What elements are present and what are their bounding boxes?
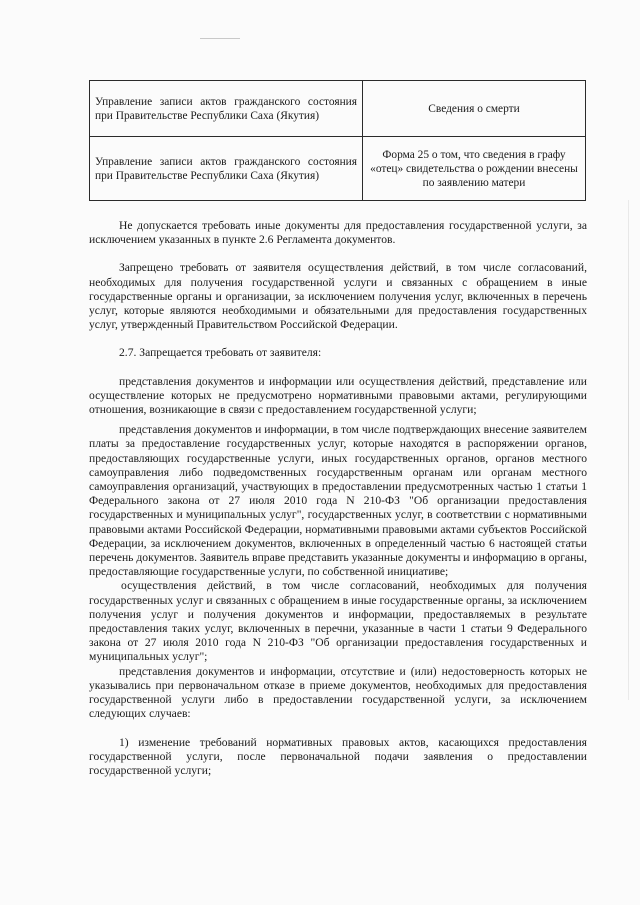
documents-table bbox=[89, 80, 586, 201]
paragraph: представления документов и информации, отсутствие и (или) недостоверность которых не указывались при первоначальном отказе в приеме документов, необходимых для предоставления государственной услуги либо в предоставлении государственной услуги, за исключением следующих случаев: bbox=[89, 664, 587, 721]
table-cell-document: Сведения о смерти bbox=[363, 81, 586, 137]
table-row bbox=[90, 81, 586, 137]
document-body bbox=[89, 219, 587, 778]
section-heading: 2.7. Запрещается требовать от заявителя: bbox=[119, 346, 322, 360]
paragraph: осуществления действий, в том числе согласований, необходимых для получения государственных услуг и связанных с обращением в иные государственные органы, за исключением получения услуг и получения документов и информации, предоставляемых в результате предоставления таких услуг, включенных в перечни, указанные в части 1 статьи 9 Федерального закона от 27 июля 2010 года N 210-ФЗ "Об организации предоставления государственных и муниципальных услуг"; bbox=[89, 579, 587, 664]
scan-artifact bbox=[628, 200, 629, 700]
paragraph: Не допускается требовать иные документы для предоставления государственной услуги, за исключением указанных в пункте 2.6 Регламента документов. bbox=[89, 219, 587, 247]
table-cell-agency: Управление записи актов гражданского состояния при Правительстве Республики Саха (Якутия) bbox=[90, 137, 363, 201]
paragraph: представления документов и информации, в том числе подтверждающих внесение заявителем платы за предоставление государственных услуг, которые находятся в распоряжении органов, предоставляющих государственные услуги, иных государственных органов, органов местного самоуправления либо подведомственных государственным органам или органам местного самоуправления организаций, участвующих в предоставлении предусмотренных частью 1 статьи 1 Федерального закона от 27 июля 2010 года N 210-ФЗ "Об организации предоставления государственных и муниципальных услуг", государственных услуг, в соответствии с нормативными правовыми актами Российской Федерации, нормативными правовыми актами субъектов Российской Федерации, за исключением документов, включенных в определенный частью 6 настоящей статьи перечень документов. Заявитель вправе представить указанные документы и информацию в органы, предоставляющие государственные услуги, по собственной инициативе; bbox=[89, 423, 587, 579]
table-cell-document: Форма 25 о том, что сведения в графу «отец» свидетельства о рождении внесены по заявлению матери bbox=[363, 137, 586, 201]
scan-artifact bbox=[200, 38, 240, 39]
table-row bbox=[90, 137, 586, 201]
table-cell-agency: Управление записи актов гражданского состояния при Правительстве Республики Саха (Якутия) bbox=[90, 81, 363, 137]
list-item: 1) изменение требований нормативных правовых актов, касающихся предоставления государственной услуги, после первоначальной подачи заявления о предоставлении государственной услуги; bbox=[89, 735, 587, 777]
paragraph: представления документов и информации или осуществления действий, представление или осуществление которых не предусмотрено нормативными правовыми актами, регулирующими отношения, возникающие в связи с предоставлением государственной услуги; bbox=[89, 374, 587, 417]
paragraph: Запрещено требовать от заявителя осуществления действий, в том числе согласований, необходимых для получения государственной услуги и связанных с обращением в иные государственные органы и организации, за исключением получения услуг, включенных в перечень услуг, которые являются необходимыми и обязательными для предоставления государственных услуг, утвержденный Правительством Российской Федерации. bbox=[89, 261, 587, 332]
